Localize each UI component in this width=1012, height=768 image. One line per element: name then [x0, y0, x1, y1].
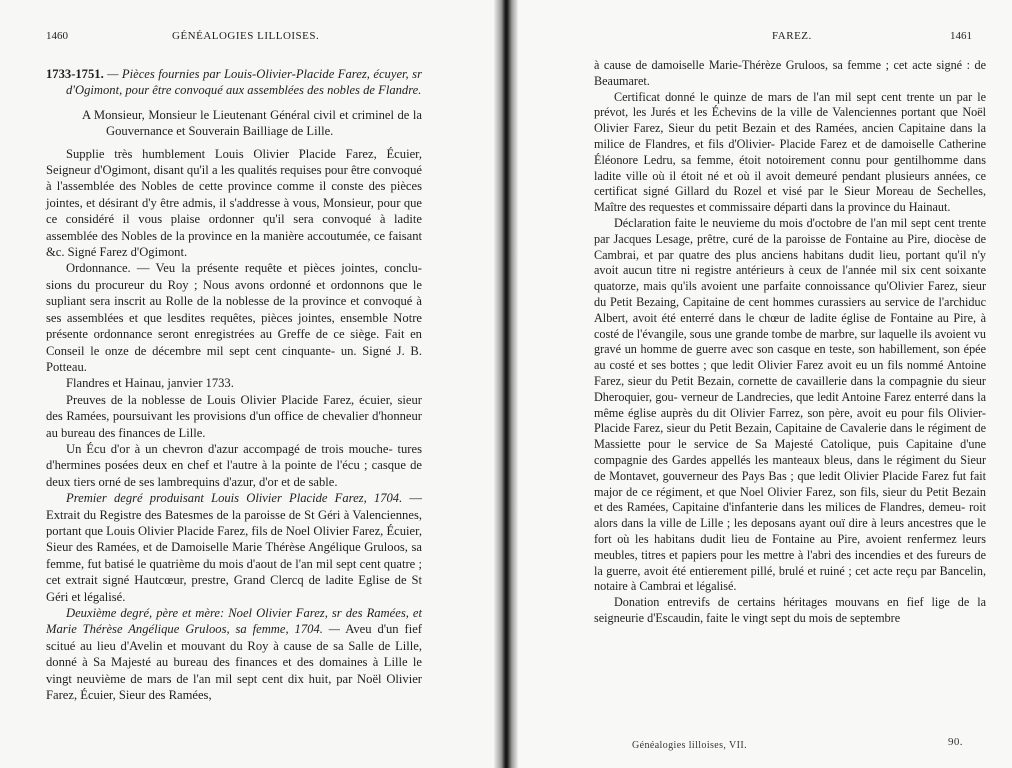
running-head-left: GÉNÉALOGIES LILLOISES. — [172, 30, 320, 42]
page-number-right: 1461 — [950, 30, 972, 42]
book-gutter — [494, 0, 518, 768]
entry-heading: 1733-1751. — Pièces fournies par Louis-Olivier-Placide Farez, écuyer, sr d'Ogimont, pour être convoqué aux assemblées des nobles de Flandre. — [46, 67, 422, 98]
donation-paragraph: Donation entrevifs de certains héritages mouvans en fief lige de la seigneurie d'Escaudin, faite le vingt sept du mois de septembre — [594, 595, 986, 625]
preuves-paragraph: Preuves de la noblesse de Louis Olivier Placide Farez, écuier, sieur des Ramées, poursuivant les provisions d'un office de chevalier d'honneur au bureau des finances de Lille. — [46, 392, 423, 440]
first-degree-paragraph: Premier degré produisant Louis Olivier Placide Farez, 1704. — Extrait du Registre des Batesmes de la paroisse de St Géri à Valenciennes, portant que Louis Olivier Placide Farez, fils de Noel Olivier Farez, Écuier, Sieur des Ramées, et de Damoiselle Marie Thérèse Angélique Gruloos, sa femme, fut batisé le quatrième du mois d'aout de l'an mil sept cent quatre ; cet extrait signé Hautcœur, prestre, Grand Clercq de ladite Eglise de St Géri et légalisé. — [46, 491, 422, 604]
arms-paragraph: Un Écu d'or à un chevron d'azur accompagé de trois mouche- tures d'hermines posées deux en chef et l'autre à la pointe de l'écu ; casque de deux tiers orné de ses lambrequins d'azur, d'or et de sable. — [46, 441, 422, 489]
petition-paragraph: Supplie très humblement Louis Olivier Placide Farez, Écuier, Seigneur d'Ogimont, disant qu'il a les qualités requises pour être convoqué à l'assemblée des Nobles de cette province comme il conste des pièces jointes, et désirant d'y être admis, il s'addresse à vous, Monsieur, pour que ce considéré il vous plaise ordonner qu'il sera convoqué à ladite assemblée des Nobles de la province en la manière accoutumée, ce faisant &c. Signé Farez d'Ogimont. — [46, 146, 423, 260]
signature-mark: 90. — [948, 736, 963, 748]
continuation-paragraph: à cause de damoiselle Marie-Thérèze Gruloos, sa femme ; cet acte signé : de Beaumaret. — [594, 58, 986, 88]
running-head-right: FAREZ. — [772, 30, 812, 42]
second-degree-paragraph: Deuxième degré, père et mère: Noel Olivier Farez, sr des Ramées, et Marie Thérèse Angélique Gruloos, sa femme, 1704. — Aveu d'un fief scitué au lieu d'Avelin et mouvant du Roy à cause de sa Salle de Lille, donné à Sa Majesté au bureau des finances et des domaines à Lille le vingt neuvième de mars de l'an mil sept cent dix huit, par Noël Olivier Farez, Écuier, Sieur des Ramées, — [46, 606, 423, 703]
left-text-column — [46, 66, 422, 703]
right-page — [512, 0, 1012, 768]
footer-title: Généalogies lilloises, VII. — [632, 740, 748, 751]
declaration-paragraph: Déclaration faite le neuvieme du mois d'octobre de l'an mil sept cent trente par Jacques Lesage, prêtre, curé de la paroisse de Fontaine au Pire, diocèse de Cambrai, et par quatre des plus anciens habitans dudit lieu, portant qu'il n'y avoit aucun titre ni registre antérieurs à ceux de l'année mil six cent soixante quatorze, mais qu'ils avoient une parfaite connoissance qu'Olivier Farez, sieur du Petit Bezaing, Capitaine de cent hommes curassiers au service de l'archiduc Albert, avoit été enterré dans le chœur de ladite église de Fontaine au Pire, à costé de l'évangile, sous une grande tombe de marbre, sur laquelle ils avoient vu gravé un homme de guerre avec son casque en teste, son habillement, son épée au costé et ses bottes ; que ledit Olivier Farez avoit eu un fils nommé Antoine Farez, sieur du Petit Bezain, cornette de cavaillerie dans la compagnie du sieur Dheroquier, gou- verneur de Landrecies, que ledit Antoine Farez enterré dans la même église auprès du dit Olivier Farrez, son père, avoit eu pour fils Olivier-Placide Farez, sieur du Petit Bezain, Capitaine de Cavalerie dans le régiment de Massiette pour le service de Sa Majesté Catolique, puis Capitaine d'une compagnie des Gardes appellés les manteaux bleus, dans le régiment du Sieur de Montavet, gouverneur des Pays Bas ; que ledit Olivier Placide Farez fut fait major de ce régiment, et que Noel Olivier Farez, son fils, sieur du Petit Bezain et des Ramées, Capitaine d'infanterie dans les milices de Flandres, demeu- roit alors dans la ville de Lille ; les deposans ayant ouï dire à leurs ancestres que le fort où les habitans dudit lieu de Fontaine au Pire, avoient renfermez leurs meubles, titres et papiers pour les mettre à l'abri des incendies et des fureurs de la guerre, avoit été entierement pillé, brulé et ruiné ; cet acte reçu par Bancelin, notaire à Cambrai et légalisé. — [594, 215, 987, 594]
page-number-left: 1460 — [46, 30, 68, 42]
ordonnance-paragraph: Ordonnance. — Veu la présente requête et pièces jointes, conclu- sions du procureur du Roy ; Nous avons ordonné et ordonnons que le supliant sera inscrit au Rolle de la noblesse de la province et convoqué à ses assemblées et que lesdites requêtes, pièces jointes, ensemble Notre présente ordonnance seront enregistrées au Greffe de ce siège. Fait en Conseil le onze de décembre mil sept cent cinquante- un. Signé J. B. Potteau. — [46, 261, 423, 374]
certificat-paragraph: Certificat donné le quinze de mars de l'an mil sept cent trente un par le prévot, les Jurés et les Échevins de la ville de Valenciennes portant que Noël Olivier Farez, Sieur du petit Bezain et des Ramées, ancien Capitaine dans la milice de Flandres, et fils d'Olivier- Placide Farez et de damoiselle Catherine Éléonore Ledru, sa femme, étoit notoirement connu pour gentilhomme dans ladite ville où il étoit né et où il avoit demeuré pendant plusieurs années, ce certificat signé Gillard du Rozel et visé par le Sieur Moreau de Sechelles, Maître des requestes et commissaire départi dans la province du Hainaut. — [594, 89, 987, 215]
left-page — [0, 0, 500, 768]
place-date-line: Flandres et Hainau, janvier 1733. — [66, 376, 234, 391]
right-text-column — [594, 58, 986, 627]
address-block: A Monsieur, Monsieur le Lieutenant Général civil et criminel de la Gouvernance et Souverain Bailliage de Lille. — [82, 107, 422, 139]
